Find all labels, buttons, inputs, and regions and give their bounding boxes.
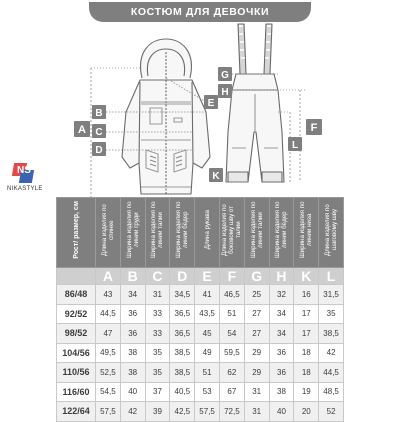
- value-cell: 54,5: [96, 382, 121, 402]
- value-cell: 25: [244, 285, 269, 305]
- value-cell: 34: [269, 304, 294, 324]
- letter-cell: [57, 268, 96, 285]
- letter-cell: E: [195, 268, 220, 285]
- header-cell: Ширина изделия по линии низа: [294, 198, 319, 268]
- value-cell: 36: [120, 324, 145, 344]
- svg-text:L: L: [291, 140, 299, 151]
- value-cell: 27: [244, 304, 269, 324]
- value-cell: 20: [294, 402, 319, 422]
- value-cell: 32: [269, 285, 294, 305]
- page-title: КОСТЮМ ДЛЯ ДЕВОЧКИ: [130, 6, 270, 18]
- value-cell: 34: [120, 285, 145, 305]
- jacket-label-e: [204, 95, 218, 109]
- value-cell: 38,5: [319, 324, 344, 344]
- value-cell: 29: [244, 343, 269, 363]
- brand-logo-icon: [13, 163, 35, 185]
- letter-cell: H: [269, 268, 294, 285]
- table-row: [57, 285, 344, 305]
- svg-text:K: K: [212, 171, 220, 182]
- header-cell: Длина изделия по боковому шву от талии: [219, 198, 244, 268]
- value-cell: 52,5: [96, 363, 121, 383]
- value-cell: 18: [294, 343, 319, 363]
- brand-logo: [7, 163, 43, 192]
- size-table: [56, 197, 344, 422]
- letter-cell: B: [120, 268, 145, 285]
- svg-text:B: B: [95, 108, 103, 119]
- size-cell: 92/52: [57, 304, 96, 324]
- value-cell: 44,5: [96, 304, 121, 324]
- brand-name: NIKASTYLE: [7, 186, 43, 192]
- value-cell: 54: [219, 324, 244, 344]
- header-cell: Ширина изделия по линии талии: [145, 198, 170, 268]
- value-cell: 53: [195, 382, 220, 402]
- value-cell: 42: [120, 402, 145, 422]
- value-cell: 16: [294, 285, 319, 305]
- value-cell: 47: [96, 324, 121, 344]
- value-cell: 44,5: [319, 363, 344, 383]
- svg-text:H: H: [221, 87, 229, 98]
- value-cell: 17: [294, 304, 319, 324]
- table-row: [57, 402, 344, 422]
- table-row: [57, 304, 344, 324]
- value-cell: 38: [269, 382, 294, 402]
- value-cell: 67: [219, 382, 244, 402]
- size-cell: 110/56: [57, 363, 96, 383]
- letter-cell: C: [145, 268, 170, 285]
- value-cell: 62: [219, 363, 244, 383]
- value-cell: 38: [120, 363, 145, 383]
- size-cell: 98/52: [57, 324, 96, 344]
- value-cell: 36: [120, 304, 145, 324]
- table-row: [57, 382, 344, 402]
- value-cell: 57,5: [195, 402, 220, 422]
- header-cell: Ширина изделия по линии бёдер: [170, 198, 195, 268]
- value-cell: 43: [96, 285, 121, 305]
- value-cell: 35: [319, 304, 344, 324]
- letter-cell: F: [219, 268, 244, 285]
- value-cell: 40,5: [170, 382, 195, 402]
- brand-mark: NS: [17, 165, 31, 176]
- letter-cell: G: [244, 268, 269, 285]
- value-cell: 33: [145, 304, 170, 324]
- value-cell: 36,5: [170, 304, 195, 324]
- svg-text:D: D: [95, 145, 103, 156]
- header-cell: Рост/ размер, см: [57, 198, 96, 268]
- svg-text:C: C: [95, 127, 103, 138]
- jacket-label-d: [92, 142, 106, 156]
- jacket-label-c: [92, 124, 106, 138]
- header-cell: Длина изделия по шаговому шву: [319, 198, 344, 268]
- value-cell: 40: [120, 382, 145, 402]
- value-cell: 35: [145, 343, 170, 363]
- letter-cell: A: [96, 268, 121, 285]
- pants-label-g: [218, 67, 232, 81]
- value-cell: 35: [145, 363, 170, 383]
- pants-label-h: [218, 84, 232, 98]
- header-cell: Длина рукава: [195, 198, 220, 268]
- value-cell: 31,5: [319, 285, 344, 305]
- size-cell: 86/48: [57, 285, 96, 305]
- pants-drawing: [226, 24, 284, 182]
- value-cell: 57,5: [96, 402, 121, 422]
- pants-label-k: [209, 168, 223, 182]
- pants-label-f: [306, 119, 322, 135]
- svg-text:F: F: [310, 122, 318, 134]
- value-cell: 31: [145, 285, 170, 305]
- value-cell: 36: [269, 343, 294, 363]
- table-header-row: [57, 198, 344, 268]
- letter-cell: D: [170, 268, 195, 285]
- pants-label-l: [288, 137, 302, 151]
- svg-text:G: G: [221, 70, 229, 81]
- svg-text:E: E: [207, 98, 215, 109]
- value-cell: 36,5: [170, 324, 195, 344]
- value-cell: 51: [219, 304, 244, 324]
- garment-illustration: [0, 22, 400, 197]
- table-row: [57, 363, 344, 383]
- value-cell: 38,5: [170, 363, 195, 383]
- svg-text:A: A: [78, 124, 86, 136]
- value-cell: 42: [319, 343, 344, 363]
- value-cell: 48,5: [319, 382, 344, 402]
- value-cell: 49,5: [96, 343, 121, 363]
- value-cell: 29: [244, 363, 269, 383]
- value-cell: 19: [294, 382, 319, 402]
- jacket-label-b: [92, 105, 106, 119]
- header-cell: Ширина изделия по линии груди: [120, 198, 145, 268]
- jacket-label-a: [74, 121, 90, 137]
- value-cell: 38: [120, 343, 145, 363]
- jacket-drawing: [122, 39, 210, 194]
- value-cell: 34,5: [170, 285, 195, 305]
- letter-cell: L: [319, 268, 344, 285]
- header-cell: Ширина изделия по линии бёдер: [269, 198, 294, 268]
- value-cell: 46,5: [219, 285, 244, 305]
- header-cell: Длина изделия по спинке: [96, 198, 121, 268]
- value-cell: 37: [145, 382, 170, 402]
- title-banner: [89, 2, 311, 22]
- value-cell: 45: [195, 324, 220, 344]
- table-letter-row: [57, 268, 344, 285]
- value-cell: 17: [294, 324, 319, 344]
- value-cell: 72,5: [219, 402, 244, 422]
- value-cell: 34: [269, 324, 294, 344]
- value-cell: 59,5: [219, 343, 244, 363]
- letter-cell: K: [294, 268, 319, 285]
- size-cell: 122/64: [57, 402, 96, 422]
- value-cell: 18: [294, 363, 319, 383]
- value-cell: 31: [244, 382, 269, 402]
- value-cell: 43,5: [195, 304, 220, 324]
- value-cell: 49: [195, 343, 220, 363]
- value-cell: 40: [269, 402, 294, 422]
- value-cell: 31: [244, 402, 269, 422]
- table-row: [57, 343, 344, 363]
- value-cell: 27: [244, 324, 269, 344]
- value-cell: 33: [145, 324, 170, 344]
- table-row: [57, 324, 344, 344]
- size-cell: 116/60: [57, 382, 96, 402]
- value-cell: 41: [195, 285, 220, 305]
- value-cell: 51: [195, 363, 220, 383]
- header-cell: Ширина изделия по линии талии: [244, 198, 269, 268]
- value-cell: 36: [269, 363, 294, 383]
- value-cell: 39: [145, 402, 170, 422]
- size-cell: 104/56: [57, 343, 96, 363]
- value-cell: 42,5: [170, 402, 195, 422]
- value-cell: 52: [319, 402, 344, 422]
- value-cell: 38,5: [170, 343, 195, 363]
